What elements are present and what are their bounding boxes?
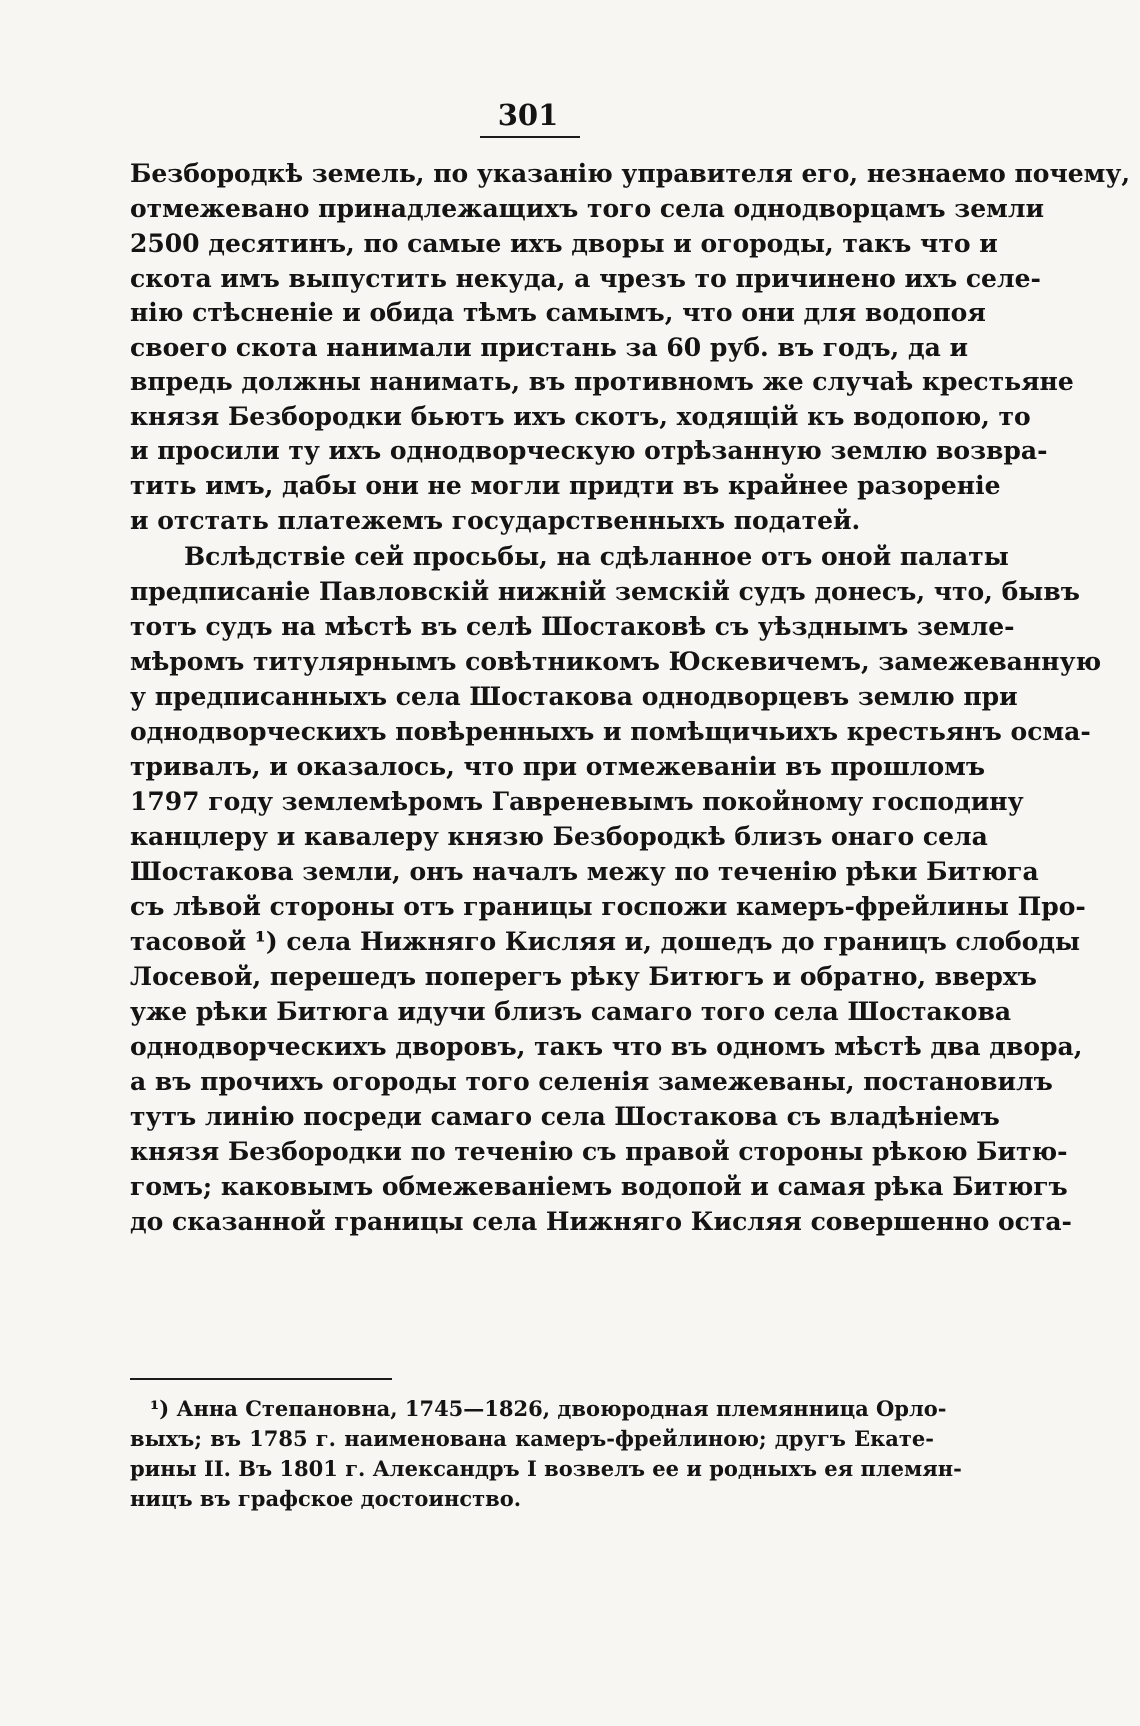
- footnote-line: рины II. Въ 1801 г. Александръ I возвелъ ее и родныхъ ея племян-: [130, 1456, 962, 1481]
- body-line: однодворческихъ дворовъ, такъ что въ одномъ мѣстѣ два двора,: [130, 1032, 1083, 1061]
- body-line: у предписанныхъ села Шостакова однодворцевъ землю при: [130, 682, 1018, 711]
- body-line: и отстать платежемъ государственныхъ податей.: [130, 506, 861, 535]
- body-line: Шостакова земли, онъ началъ межу по теченію рѣки Битюга: [130, 857, 1039, 886]
- body-line: 2500 десятинъ, по самые ихъ дворы и огороды, такъ что и: [130, 229, 998, 258]
- body-line: и просили ту ихъ однодворческую отрѣзанную землю возвра-: [130, 436, 1048, 465]
- body-line: Вслѣдствіе сей просьбы, на сдѣланное отъ оной палаты: [184, 542, 1009, 571]
- body-line: тотъ судъ на мѣстѣ въ селѣ Шостаковѣ съ уѣзднымъ земле-: [130, 612, 1015, 641]
- body-line: мѣромъ титулярнымъ совѣтникомъ Юскевичемъ, замежеванную: [130, 647, 1102, 676]
- page-number-underline: [480, 136, 580, 138]
- body-line: тасовой ¹) села Нижняго Кисляя и, дошедъ до границъ слободы: [130, 927, 1081, 956]
- body-line: тить имъ, дабы они не могли придти въ крайнее разореніе: [130, 471, 1001, 500]
- body-line: впредь должны нанимать, въ противномъ же случаѣ крестьяне: [130, 367, 1074, 396]
- footnote-separator: [130, 1378, 392, 1380]
- body-line: скота имъ выпустить некуда, а чрезъ то причинено ихъ селе-: [130, 264, 1041, 293]
- body-line: а въ прочихъ огороды того селенія замежеваны, постановилъ: [130, 1067, 1053, 1096]
- body-line: однодворческихъ повѣренныхъ и помѣщичьихъ крестьянъ осма-: [130, 717, 1091, 746]
- body-line: отмежевано принадлежащихъ того села однодворцамъ земли: [130, 194, 1045, 223]
- body-line: Безбородкѣ земель, по указанію управителя его, незнаемо почему,: [130, 159, 1131, 188]
- body-line: канцлеру и кавалеру князю Безбородкѣ близъ онаго села: [130, 822, 988, 851]
- body-line: тривалъ, и оказалось, что при отмежеваніи въ прошломъ: [130, 752, 986, 781]
- body-line: нію стѣсненіе и обида тѣмъ самымъ, что они для водопоя: [130, 298, 986, 327]
- body-line: до сказанной границы села Нижняго Кисляя совершенно оста-: [130, 1207, 1072, 1236]
- body-line: съ лѣвой стороны отъ границы госпожи камеръ-фрейлины Про-: [130, 892, 1086, 921]
- body-line: Лосевой, перешедъ поперегъ рѣку Битюгъ и обратно, вверхъ: [130, 962, 1037, 991]
- body-line: гомъ; каковымъ обмежеваніемъ водопой и самая рѣка Битюгъ: [130, 1172, 1068, 1201]
- page-number: 301: [497, 98, 559, 132]
- body-line: тутъ линію посреди самаго села Шостакова съ владѣніемъ: [130, 1102, 1000, 1131]
- footnote-line: выхъ; въ 1785 г. наименована камеръ-фрейлиною; другъ Екате-: [130, 1426, 934, 1451]
- footnote-line: ницъ въ графское достоинство.: [130, 1486, 522, 1511]
- body-line: своего скота нанимали пристань за 60 руб. въ годъ, да и: [130, 333, 969, 362]
- body-line: уже рѣки Битюга идучи близъ самаго того села Шостакова: [130, 997, 1012, 1026]
- body-line: князя Безбородки по теченію съ правой стороны рѣкою Битю-: [130, 1137, 1068, 1166]
- footnote-line: ¹) Анна Степановна, 1745—1826, двоюродная племянница Орло-: [150, 1396, 947, 1421]
- body-line: князя Безбородки бьютъ ихъ скотъ, ходящій къ водопою, то: [130, 402, 1031, 431]
- body-line: 1797 году землемѣромъ Гавреневымъ покойному господину: [130, 787, 1024, 816]
- body-line: предписаніе Павловскій нижній земскій судъ донесъ, что, бывъ: [130, 577, 1080, 606]
